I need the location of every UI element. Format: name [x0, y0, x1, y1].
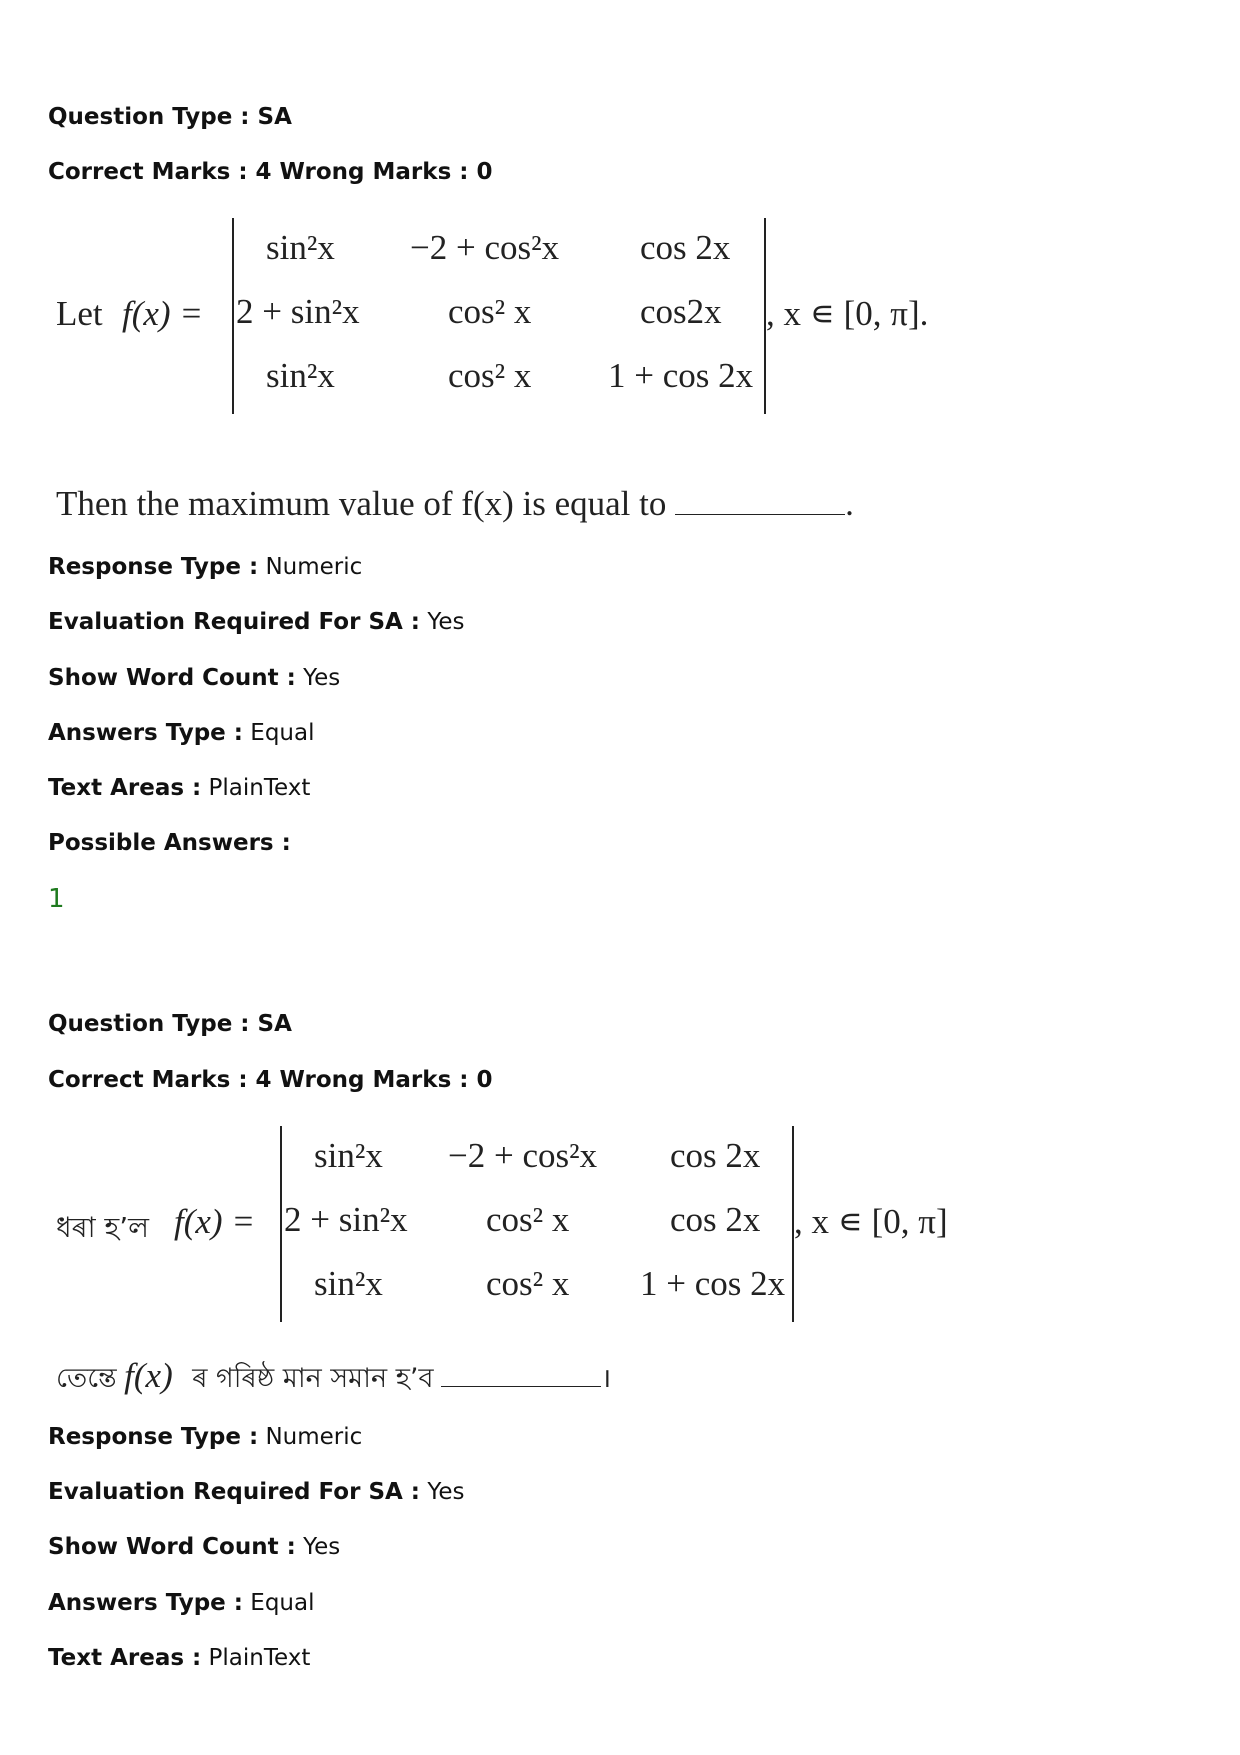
text-areas-field: Text Areas : PlainText — [48, 775, 311, 801]
marks-label: Correct Marks : 4 Wrong Marks : 0 — [48, 159, 493, 185]
matrix-cell: 1 + cos 2x — [640, 1264, 786, 1303]
matrix-cell: sin²x — [266, 228, 335, 267]
evaluation-required-field: Evaluation Required For SA : Yes — [48, 609, 465, 635]
matrix-cell: cos² x — [448, 292, 532, 331]
response-type-field: Response Type : Numeric — [48, 554, 363, 580]
matrix-cell: cos 2x — [670, 1200, 761, 1239]
domain-text: , x ∊ [0, π] — [794, 1202, 948, 1241]
matrix-cell: 2 + sin²x — [284, 1200, 408, 1239]
answer-blank — [675, 514, 845, 515]
function-label: f(x) = — [122, 294, 203, 333]
text-areas-field: Text Areas : PlainText — [48, 1645, 311, 1671]
domain-text: , x ∊ [0, π]. — [766, 294, 929, 333]
function-label: f(x) = — [174, 1202, 255, 1241]
matrix-cell: −2 + cos²x — [410, 228, 560, 267]
matrix-cell: sin²x — [266, 356, 335, 395]
response-type-field: Response Type : Numeric — [48, 1424, 363, 1450]
matrix-cell: cos² x — [486, 1200, 570, 1239]
question-type-label: Question Type : SA — [48, 1011, 292, 1037]
possible-answers-label: Possible Answers : — [48, 830, 291, 856]
possible-answer-value: 1 — [48, 884, 65, 914]
question-stem-prefix: ধৰা হ’ল — [56, 1211, 149, 1244]
matrix-cell: cos 2x — [670, 1136, 761, 1175]
matrix-cell: −2 + cos²x — [448, 1136, 598, 1175]
question-text: Then the maximum value of f(x) is equal to . — [56, 484, 854, 523]
question-type-label: Question Type : SA — [48, 104, 292, 130]
matrix-cell: cos² x — [448, 356, 532, 395]
matrix-cell: 2 + sin²x — [236, 292, 360, 331]
matrix-cell: 1 + cos 2x — [608, 356, 754, 395]
matrix-cell: sin²x — [314, 1136, 383, 1175]
show-word-count-field: Show Word Count : Yes — [48, 665, 341, 691]
matrix-cell: cos² x — [486, 1264, 570, 1303]
answers-type-field: Answers Type : Equal — [48, 1590, 315, 1616]
matrix-cell: cos 2x — [640, 228, 731, 267]
marks-label: Correct Marks : 4 Wrong Marks : 0 — [48, 1067, 493, 1093]
question-text: তেন্তে f(x) ৰ গৰিষ্ঠ মান সমান হ’ব । — [56, 1356, 612, 1395]
answer-blank — [441, 1386, 601, 1387]
matrix-cell: cos2x — [640, 292, 722, 331]
evaluation-required-field: Evaluation Required For SA : Yes — [48, 1479, 465, 1505]
matrix-cell: sin²x — [314, 1264, 383, 1303]
show-word-count-field: Show Word Count : Yes — [48, 1534, 341, 1560]
answers-type-field: Answers Type : Equal — [48, 720, 315, 746]
question-stem-prefix: Let — [56, 294, 103, 333]
